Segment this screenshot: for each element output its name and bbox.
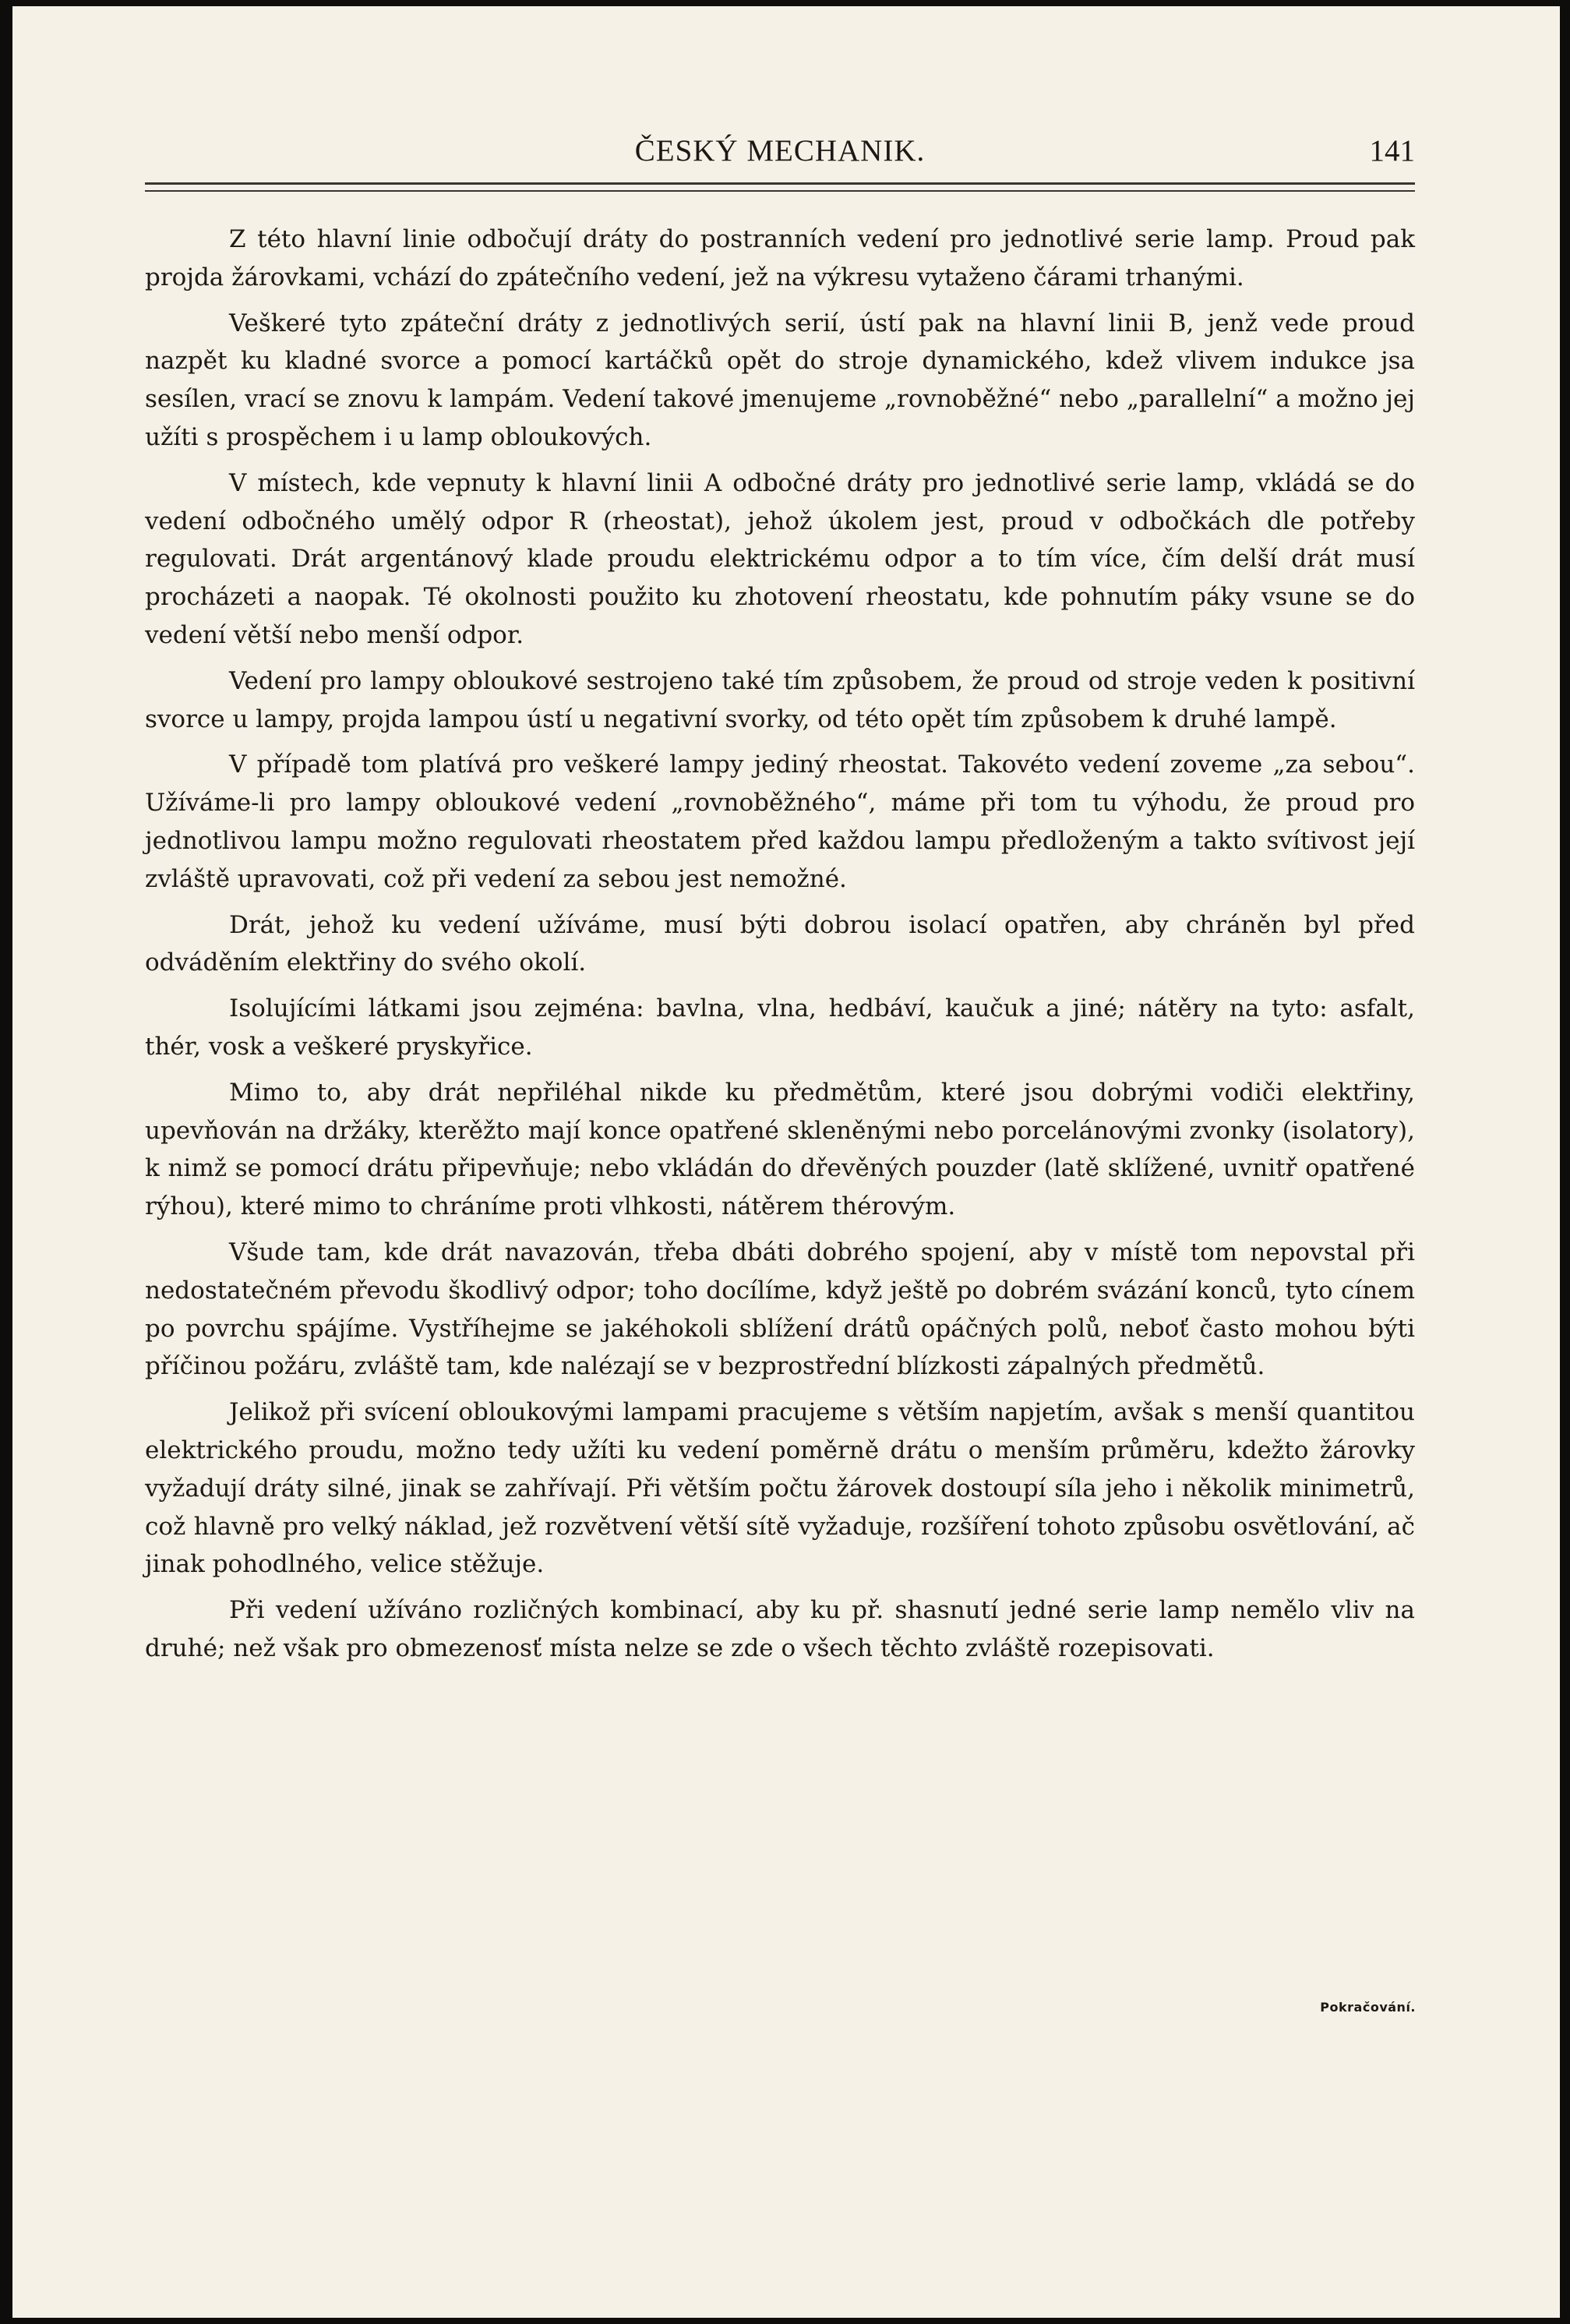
- paragraph: Mimo to, aby drát nepřiléhal nikde ku předmětům, které jsou dobrými vodiči elektřiny, upevňován na držáky, kterěžto mají konce opatřené skleněnými nebo porcelánovými zvonky (isolatory), k nimž se pomocí drátu připevňuje; nebo vkládán do dřevěných pouzder (latě sklížené, uvnitř opatřené rýhou), které mimo to chráníme proti vlhkosti, nátěrem thérovým.: [145, 1078, 1415, 1221]
- page-header: [145, 128, 1415, 175]
- header-rule-bottom: [145, 190, 1415, 192]
- paragraph: Z této hlavní linie odbočují dráty do postranních vedení pro jednotlivé serie lamp. Proud pak projda žárovkami, vchází do zpátečního vedení, jež na výkresu vytaženo čárami trhanými.: [145, 225, 1415, 291]
- paragraph: Při vedení užíváno rozličných kombinací, aby ku př. shasnutí jedné serie lamp nemělo vliv na druhé; než však pro obmezenosť místa nelze se zde o všech těchto zvláště rozepisovati.: [145, 1596, 1415, 1662]
- book-page: [12, 6, 1560, 2318]
- continuation-note: Pokračování.: [1320, 2000, 1416, 2015]
- paragraph: Veškeré tyto zpáteční dráty z jednotlivých serií, ústí pak na hlavní linii B, jenž vede proud nazpět ku kladné svorce a pomocí kartáčků opět do stroje dynamického, kdež vlivem indukce jsa sesílen, vrací se znovu k lampám. Vedení takové jmenujeme „rovnoběžné“ nebo „parallelní“ a možno jej užíti s prospěchem i u lamp obloukových.: [145, 309, 1415, 451]
- paragraph: Všude tam, kde drát navazován, třeba dbáti dobrého spojení, aby v místě tom nepovstal při nedostatečném převodu škodlivý odpor; toho docílíme, když ještě po dobrém svázání konců, tyto cínem po povrchu spájíme. Vystříhejme se jakéhokoli sblížení drátů opáčných polů, neboť často mohou býti příčinou požáru, zvláště tam, kde nalézají se v bezprostřední blízkosti zápalných předmětů.: [145, 1238, 1415, 1381]
- paragraph: Isolujícími látkami jsou zejména: bavlna, vlna, hedbáví, kaučuk a jiné; nátěry na tyto: asfalt, thér, vosk a veškeré pryskyřice.: [145, 994, 1415, 1061]
- paragraph: Jelikož při svícení obloukovými lampami pracujeme s větším napjetím, avšak s menší quantitou elektrického proudu, možno tedy užíti ku vedení poměrně drátu o menším průměru, kdežto žárovky vyžadují dráty silné, jinak se zahřívají. Při větším počtu žárovek dostoupí síla jeho i několik minimetrů, což hlavně pro velký náklad, jež rozvětvení větší sítě vyžaduje, rozšíření tohoto způsobu osvětlování, ač jinak pohodlného, velice stěžuje.: [145, 1398, 1415, 1579]
- paragraph: Vedení pro lampy obloukové sestrojeno také tím způsobem, že proud od stroje veden k positivní svorce u lampy, projda lampou ústí u negativní svorky, od této opět tím způsobem k druhé lampě.: [145, 666, 1415, 733]
- article-body: [145, 221, 1415, 1668]
- paragraph: Drát, jehož ku vedení užíváme, musí býti dobrou isolací opatřen, aby chráněn byl před odváděním elektřiny do svého okolí.: [145, 910, 1415, 977]
- paragraph: V místech, kde vepnuty k hlavní linii A odbočné dráty pro jednotlivé serie lamp, vkládá se do vedení odbočného umělý odpor R (rheostat), jehož úkolem jest, proud v odbočkách dle potřeby regulovati. Drát argentánový klade proudu elektrickému odpor a to tím více, čím delší drát musí procházeti a naopak. Té okolnosti použito ku zhotovení rheostatu, kde pohnutím páky vsune se do vedení větší nebo menší odpor.: [145, 468, 1415, 649]
- header-rule-top: [145, 182, 1415, 185]
- paragraph: V případě tom platívá pro veškeré lampy jediný rheostat. Takovéto vedení zoveme „za sebou“. Užíváme-li pro lampy obloukové vedení „rovnoběžného“, máme při tom tu výhodu, že proud pro jednotlivou lampu možno regulovati rheostatem před každou lampu předloženým a takto svítivost její zvláště upravovati, což při vedení za sebou jest nemožné.: [145, 751, 1415, 893]
- page-number: 141: [1369, 134, 1415, 168]
- journal-title: ČESKÝ MECHANIK.: [634, 134, 926, 168]
